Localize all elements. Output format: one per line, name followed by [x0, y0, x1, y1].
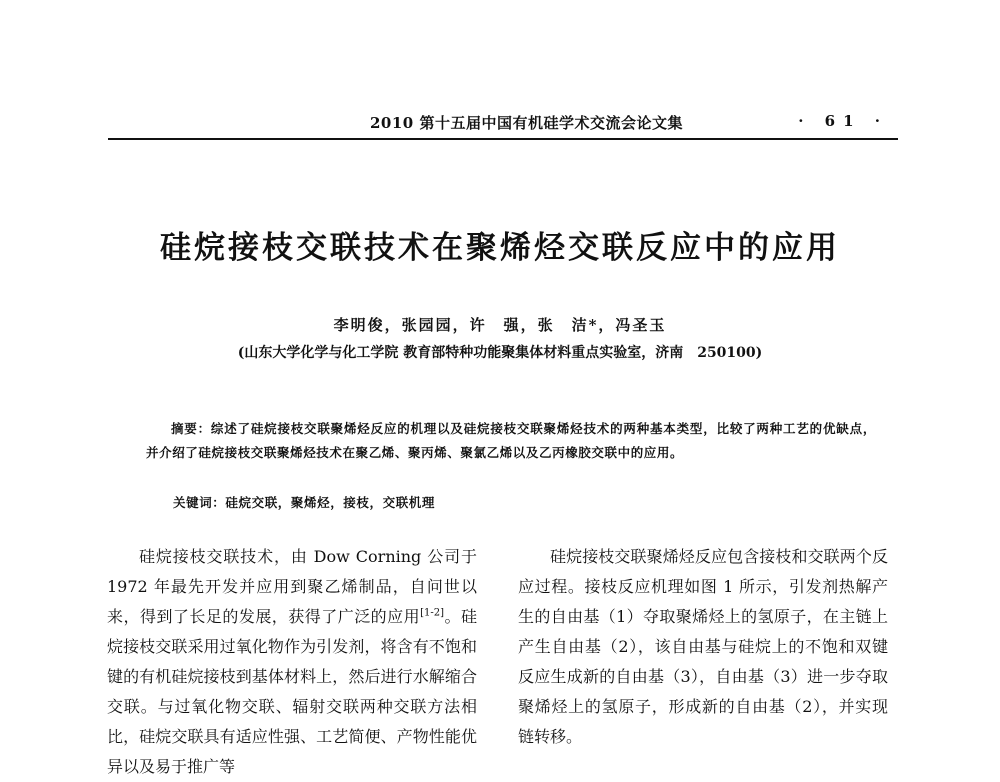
affiliation: (山东大学化学与化工学院 教育部特种功能聚集体材料重点实验室，济南 250100): [237, 345, 763, 361]
running-header: [108, 108, 898, 140]
journal-title: 2010 第十五届中国有机硅学术交流会论文集: [370, 114, 683, 132]
keywords-text: 硅烷交联，聚烯烃，接枝，交联机理: [225, 495, 436, 510]
paragraph-text: 硅烷接枝交联技术，由 Dow Corning 公司于 1972 年最先开发并应用到聚乙烯制品，自问世以来，得到了长足的发展，获得了广泛的应用: [107, 547, 477, 626]
body-column-right: [518, 542, 888, 752]
paragraph-text-continued: 。硅烷接枝交联采用过氧化物作为引发剂，将含有不饱和键的有机硅烷接枝到基体材料上，然后进行水解缩合交联。与过氧化物交联、辐射交联两种交联方法相比，硅烷交联具有适应性强、工艺简便、产物性能优异以及易于推广等: [107, 607, 477, 776]
keywords: [173, 493, 873, 511]
paper-title: 硅烷接枝交联技术在聚烯烃交联反应中的应用: [160, 230, 840, 266]
keywords-label: 关键词：: [173, 495, 226, 510]
abstract: [146, 417, 876, 465]
author-list: 李明俊，张园园，许 强，张 洁*，冯圣玉: [333, 316, 667, 334]
body-column-left: [107, 542, 477, 776]
abstract-text: 综述了硅烷接枝交联聚烯烃反应的机理以及硅烷接枝交联聚烯烃技术的两种基本类型，比较了两种工艺的优缺点，并介绍了硅烷接枝交联聚烯烃技术在聚乙烯、聚丙烯、聚氯乙烯以及乙丙橡胶交联中的应用。: [146, 421, 876, 460]
body-paragraph: [107, 542, 477, 782]
page-number: · 61 ·: [798, 112, 888, 130]
abstract-label: 摘要：: [171, 421, 211, 436]
citation-marker: [1-2]: [420, 607, 445, 619]
body-paragraph: 硅烷接枝交联聚烯烃反应包含接枝和交联两个反应过程。接枝反应机理如图 1 所示，引发剂热解产生的自由基（1）夺取聚烯烃上的氢原子，在主链上产生自由基（2），该自由基与硅烷上的不饱和双键反应生成新的自由基（3），自由基（3）进一步夺取聚烯烃上的氢原子，形成新的自由基（2），并实现链转移。: [518, 547, 888, 746]
